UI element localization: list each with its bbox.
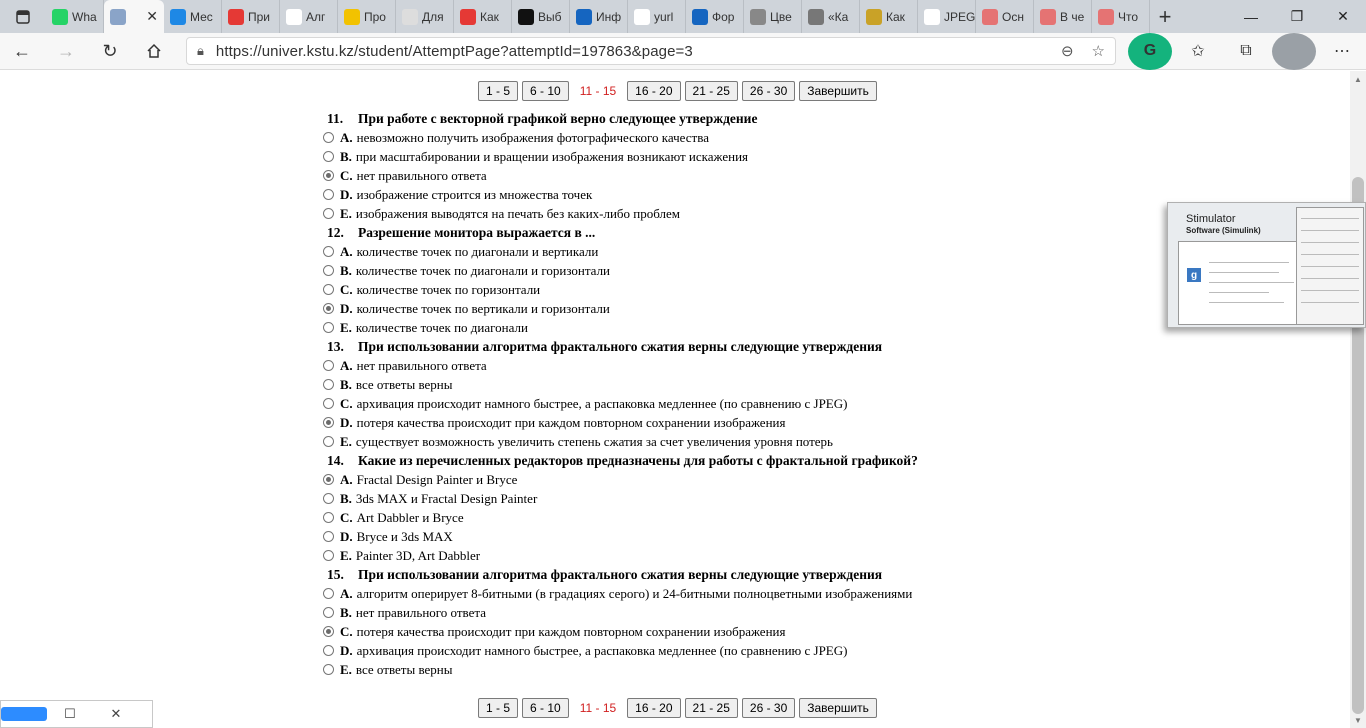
option-text: нет правильного ответа <box>356 168 487 183</box>
browser-tab[interactable] <box>222 0 280 33</box>
tab-label: Осн <box>1002 9 1024 24</box>
answer-radio[interactable] <box>323 208 334 219</box>
answer-radio[interactable] <box>323 626 334 637</box>
option-text: 3ds MAX и Fractal Design Painter <box>355 491 538 506</box>
tab-label: Как <box>480 9 499 24</box>
option-text: алгоритм оперирует 8-битными (в градациях серого) и 24-битными полноцветными изображениями <box>356 586 913 601</box>
option-letter: B. <box>340 377 352 392</box>
quiz-questions <box>323 109 1023 679</box>
document-icon <box>110 9 126 25</box>
option-letter: C. <box>340 624 353 639</box>
pager-page-button[interactable]: 6 - 10 <box>522 698 569 718</box>
tab-label: Фор <box>712 9 735 24</box>
tab-actions-button[interactable] <box>0 0 46 33</box>
whatsapp-icon <box>52 9 68 25</box>
tab-label: Мес <box>190 9 213 24</box>
pager-current-page: 11 - 15 <box>579 84 617 98</box>
answer-option[interactable] <box>323 166 1023 185</box>
browser-tab[interactable] <box>1034 0 1092 33</box>
option-text: потеря качества происходит при каждом повторном сохранении изображения <box>356 624 786 639</box>
edit-icon <box>402 9 418 25</box>
answer-radio[interactable] <box>323 588 334 599</box>
grammarly-icon: G <box>1128 33 1172 70</box>
question-number: 14. <box>327 453 344 468</box>
option-letter: A. <box>340 472 353 487</box>
preview-side-panel-image <box>1296 207 1364 325</box>
answer-radio[interactable] <box>323 550 334 561</box>
browser-tab[interactable] <box>744 0 802 33</box>
option-letter: C. <box>340 282 353 297</box>
browser-tab[interactable] <box>628 0 686 33</box>
pager-page-button[interactable]: 1 - 5 <box>478 81 518 101</box>
option-text: нет правильного ответа <box>355 605 486 620</box>
option-letter: D. <box>340 301 353 316</box>
tab-label: Wha <box>72 9 97 24</box>
browser-tab[interactable] <box>338 0 396 33</box>
brand-icon <box>344 9 360 25</box>
question-number: 13. <box>327 339 344 354</box>
answer-radio[interactable] <box>323 151 334 162</box>
page-content <box>0 71 1350 728</box>
profile-button[interactable] <box>1272 33 1316 70</box>
pager-page-button[interactable]: 16 - 20 <box>627 698 680 718</box>
option-text: все ответы верны <box>355 662 453 677</box>
option-letter: A. <box>340 130 353 145</box>
pager-page-button[interactable]: 6 - 10 <box>522 81 569 101</box>
wikipedia-icon <box>286 9 302 25</box>
home-button[interactable] <box>132 33 176 70</box>
browser-tab[interactable] <box>46 0 104 33</box>
answer-radio[interactable] <box>323 417 334 428</box>
answer-option[interactable] <box>323 584 1023 603</box>
scroll-up-icon[interactable]: ▲ <box>1354 74 1362 84</box>
answer-option[interactable] <box>323 546 1023 565</box>
option-letter: E. <box>340 662 352 677</box>
answer-radio[interactable] <box>323 493 334 504</box>
tab-label: Цве <box>770 9 792 24</box>
pager-page-button[interactable]: 26 - 30 <box>742 81 795 101</box>
answer-radio[interactable] <box>323 474 334 485</box>
preview-title-text: Stimulator <box>1186 213 1236 225</box>
option-letter: D. <box>340 529 353 544</box>
answer-option[interactable] <box>323 128 1023 147</box>
scroll-down-icon[interactable]: ▼ <box>1354 715 1362 725</box>
answer-option[interactable] <box>323 185 1023 204</box>
grammarly-extension-button[interactable] <box>1128 33 1172 70</box>
question-number: 15. <box>327 567 344 582</box>
vertical-scrollbar[interactable] <box>1350 71 1366 728</box>
option-letter: E. <box>340 320 352 335</box>
preview-logo-icon: g <box>1187 268 1201 282</box>
option-text: архивация происходит намного быстрее, а распаковка медленнее (по сравнению с JPEG) <box>356 643 848 658</box>
tab-label: Про <box>364 9 386 24</box>
back-arrow-icon: ← <box>13 40 31 61</box>
forward-arrow-icon: → <box>57 40 75 61</box>
ch-icon <box>692 9 708 25</box>
answer-option[interactable] <box>323 242 1023 261</box>
pager-page-button[interactable]: 26 - 30 <box>742 698 795 718</box>
answer-radio[interactable] <box>323 132 334 143</box>
answer-option[interactable] <box>323 508 1023 527</box>
answer-radio[interactable] <box>323 189 334 200</box>
preview-subtitle: Software (Simulink) <box>1186 226 1261 235</box>
more-icon: ⋯ <box>1334 43 1350 60</box>
answer-option[interactable] <box>323 489 1023 508</box>
option-text: потеря качества происходит при каждом повторном сохранении изображения <box>356 415 786 430</box>
option-text: невозможно получить изображения фотографического качества <box>356 130 709 145</box>
option-letter: D. <box>340 415 353 430</box>
question-title <box>323 451 1023 470</box>
back-button[interactable] <box>0 33 44 70</box>
zoom-icon[interactable]: ⊖ <box>1060 43 1074 60</box>
option-text: количестве точек по горизонтали <box>356 282 541 297</box>
reload-button[interactable] <box>88 33 132 70</box>
plus-circle-icon <box>750 9 766 25</box>
answer-option[interactable] <box>323 432 1023 451</box>
browser-tab[interactable] <box>802 0 860 33</box>
answer-option[interactable] <box>323 204 1023 223</box>
maximize-button[interactable]: ❐ <box>1290 8 1304 24</box>
answer-radio[interactable] <box>323 265 334 276</box>
answer-radio[interactable] <box>323 531 334 542</box>
tab-label: yurl <box>654 9 674 24</box>
option-letter: C. <box>340 168 353 183</box>
url-text[interactable]: https://univer.kstu.kz/student/AttemptPage?attemptId=197863&page=3 <box>215 42 693 60</box>
option-text: Art Dabbler и Bryce <box>356 510 464 525</box>
question-title <box>323 109 1023 128</box>
browser-tab[interactable] <box>570 0 628 33</box>
answer-option[interactable] <box>323 318 1023 337</box>
option-letter: B. <box>340 149 352 164</box>
avatar <box>1272 33 1316 70</box>
answer-option[interactable] <box>323 603 1023 622</box>
option-letter: C. <box>340 510 353 525</box>
option-text: архивация происходит намного быстрее, а распаковка медленнее (по сравнению с JPEG) <box>356 396 848 411</box>
pager-bottom <box>478 698 877 718</box>
yandex-icon <box>460 9 476 25</box>
wikipedia-icon <box>924 9 940 25</box>
option-letter: A. <box>340 244 353 259</box>
option-text: существует возможность увеличить степень сжатия за счет увеличения уровня потерь <box>355 434 833 449</box>
new-tab-button[interactable]: + <box>1158 3 1172 29</box>
preview-window-image <box>1178 241 1298 325</box>
tab-label: В че <box>1060 9 1085 24</box>
tab-label: JPEG <box>944 9 976 24</box>
question-text: Разрешение монитора выражается в ... <box>358 225 596 240</box>
question-text: Какие из перечисленных редакторов предназначены для работы с фрактальной графикой? <box>358 453 918 468</box>
answer-option[interactable] <box>323 660 1023 679</box>
tab-actions-icon <box>15 9 31 25</box>
question-text: При работе с векторной графикой верно следующее утверждение <box>358 111 758 126</box>
browser-tab[interactable] <box>164 0 222 33</box>
collections-button[interactable] <box>1224 33 1268 70</box>
lock-icon: 🔒︎ <box>197 43 204 58</box>
collections-icon: ⧉ <box>1240 42 1252 59</box>
answer-option[interactable] <box>323 413 1023 432</box>
answer-radio[interactable] <box>323 436 334 447</box>
close-tab-icon[interactable]: ✕ <box>146 8 158 24</box>
question-number: 11. <box>327 111 344 126</box>
pager-page-button[interactable]: 21 - 25 <box>685 81 738 101</box>
option-letter: B. <box>340 491 352 506</box>
answer-option[interactable] <box>323 356 1023 375</box>
answer-option[interactable] <box>323 527 1023 546</box>
option-text: количестве точек по диагонали и вертикали <box>356 244 599 259</box>
tab-label: Алг <box>306 9 326 24</box>
arrow-icon <box>1098 9 1114 25</box>
pager-page-button[interactable]: 21 - 25 <box>685 698 738 718</box>
help-icon <box>576 9 592 25</box>
option-letter: A. <box>340 586 353 601</box>
option-letter: B. <box>340 605 352 620</box>
chat-icon <box>170 9 186 25</box>
answer-option[interactable] <box>323 622 1023 641</box>
answer-radio[interactable] <box>323 398 334 409</box>
browser-tab[interactable] <box>918 0 976 33</box>
yandex-icon <box>228 9 244 25</box>
option-letter: C. <box>340 396 353 411</box>
answer-option[interactable] <box>323 375 1023 394</box>
answer-radio[interactable] <box>323 664 334 675</box>
pager-page-button[interactable]: 16 - 20 <box>627 81 680 101</box>
option-letter: E. <box>340 206 352 221</box>
zoom-app-icon <box>1 707 47 721</box>
answer-option[interactable] <box>323 394 1023 413</box>
option-text: все ответы верны <box>355 377 453 392</box>
favorite-add-icon[interactable]: ☆ <box>1091 43 1105 60</box>
question-number: 12. <box>327 225 344 240</box>
tab-strip <box>0 0 1366 33</box>
favorites-icon: ✩ <box>1191 43 1205 60</box>
tab-label: Выб <box>538 9 562 24</box>
answer-option[interactable] <box>323 280 1023 299</box>
answer-radio[interactable] <box>323 303 334 314</box>
pager-page-button[interactable]: 1 - 5 <box>478 698 518 718</box>
mini-restore-button[interactable]: ☐ <box>64 706 76 721</box>
browser-tab[interactable] <box>512 0 570 33</box>
answer-radio[interactable] <box>323 322 334 333</box>
option-letter: B. <box>340 263 352 278</box>
answer-radio[interactable] <box>323 170 334 181</box>
answer-radio[interactable] <box>323 512 334 523</box>
option-letter: A. <box>340 358 353 373</box>
browser-tab[interactable] <box>280 0 338 33</box>
answer-option[interactable] <box>323 261 1023 280</box>
browser-tab[interactable] <box>686 0 744 33</box>
tab-label: Как <box>886 9 905 24</box>
question-title <box>323 337 1023 356</box>
option-text: изображения выводятся на печать без каких-либо проблем <box>355 206 681 221</box>
favorites-button[interactable] <box>1176 33 1220 70</box>
tab-label: Что <box>1118 9 1139 24</box>
mini-meeting-window <box>0 700 153 728</box>
home-icon <box>146 43 162 59</box>
answer-option[interactable] <box>323 470 1023 489</box>
browser-toolbar <box>0 33 1366 70</box>
tab-label: Для <box>422 9 444 24</box>
option-text: количестве точек по диагонали и горизонтали <box>355 263 611 278</box>
image-icon <box>866 9 882 25</box>
address-bar[interactable] <box>186 37 1116 65</box>
answer-radio[interactable] <box>323 379 334 390</box>
browser-tab[interactable] <box>976 0 1034 33</box>
option-letter: D. <box>340 187 353 202</box>
answer-option[interactable] <box>323 147 1023 166</box>
question-text: При использовании алгоритма фрактального сжатия верны следующие утверждения <box>358 339 883 354</box>
browser-tab[interactable] <box>454 0 512 33</box>
answer-option[interactable] <box>323 299 1023 318</box>
answer-radio[interactable] <box>323 360 334 371</box>
browser-tab[interactable] <box>1092 0 1150 33</box>
option-letter: E. <box>340 548 352 563</box>
tab-label: Инф <box>596 9 622 24</box>
close-window-button[interactable]: ✕ <box>1337 8 1349 24</box>
window-controls <box>1228 0 1366 33</box>
preview-title <box>1186 213 1261 237</box>
question-title <box>323 223 1023 242</box>
answer-radio[interactable] <box>323 246 334 257</box>
floating-video-preview[interactable] <box>1167 202 1366 328</box>
file-icon <box>634 9 650 25</box>
circle-icon <box>808 9 824 25</box>
tab-label: При <box>248 9 271 24</box>
option-text: количестве точек по диагонали <box>355 320 528 335</box>
number-icon <box>518 9 534 25</box>
question-title <box>323 565 1023 584</box>
answer-radio[interactable] <box>323 607 334 618</box>
option-text: нет правильного ответа <box>356 358 487 373</box>
forward-button[interactable] <box>44 33 88 70</box>
pager-current-page: 11 - 15 <box>579 701 617 715</box>
zoom-app-button[interactable] <box>1 707 47 721</box>
reload-icon: ↻ <box>102 40 118 61</box>
option-letter: E. <box>340 434 352 449</box>
mini-close-button[interactable]: ✕ <box>110 706 122 721</box>
option-text: Bryce и 3ds MAX <box>356 529 453 544</box>
yandex-icon <box>982 9 998 25</box>
pager-top <box>478 81 877 101</box>
answer-radio[interactable] <box>323 284 334 295</box>
browser-tab[interactable] <box>396 0 454 33</box>
answer-radio[interactable] <box>323 645 334 656</box>
option-text: Painter 3D, Art Dabbler <box>355 548 481 563</box>
browser-tab[interactable] <box>860 0 918 33</box>
yandex-icon <box>1040 9 1056 25</box>
minimize-button[interactable]: — <box>1244 8 1258 25</box>
option-text: Fractal Design Painter и Bryce <box>356 472 518 487</box>
answer-option[interactable] <box>323 641 1023 660</box>
question-text: При использовании алгоритма фрактального сжатия верны следующие утверждения <box>358 567 883 582</box>
menu-button[interactable] <box>1320 33 1364 70</box>
browser-tab[interactable] <box>104 0 164 33</box>
option-text: изображение строится из множества точек <box>356 187 593 202</box>
finish-button[interactable]: Завершить <box>799 81 877 101</box>
option-letter: D. <box>340 643 353 658</box>
tab-label: «Ка <box>828 9 849 24</box>
option-text: количестве точек по вертикали и горизонтали <box>356 301 610 316</box>
finish-button[interactable]: Завершить <box>799 698 877 718</box>
option-text: при масштабировании и вращении изображения возникают искажения <box>355 149 749 164</box>
